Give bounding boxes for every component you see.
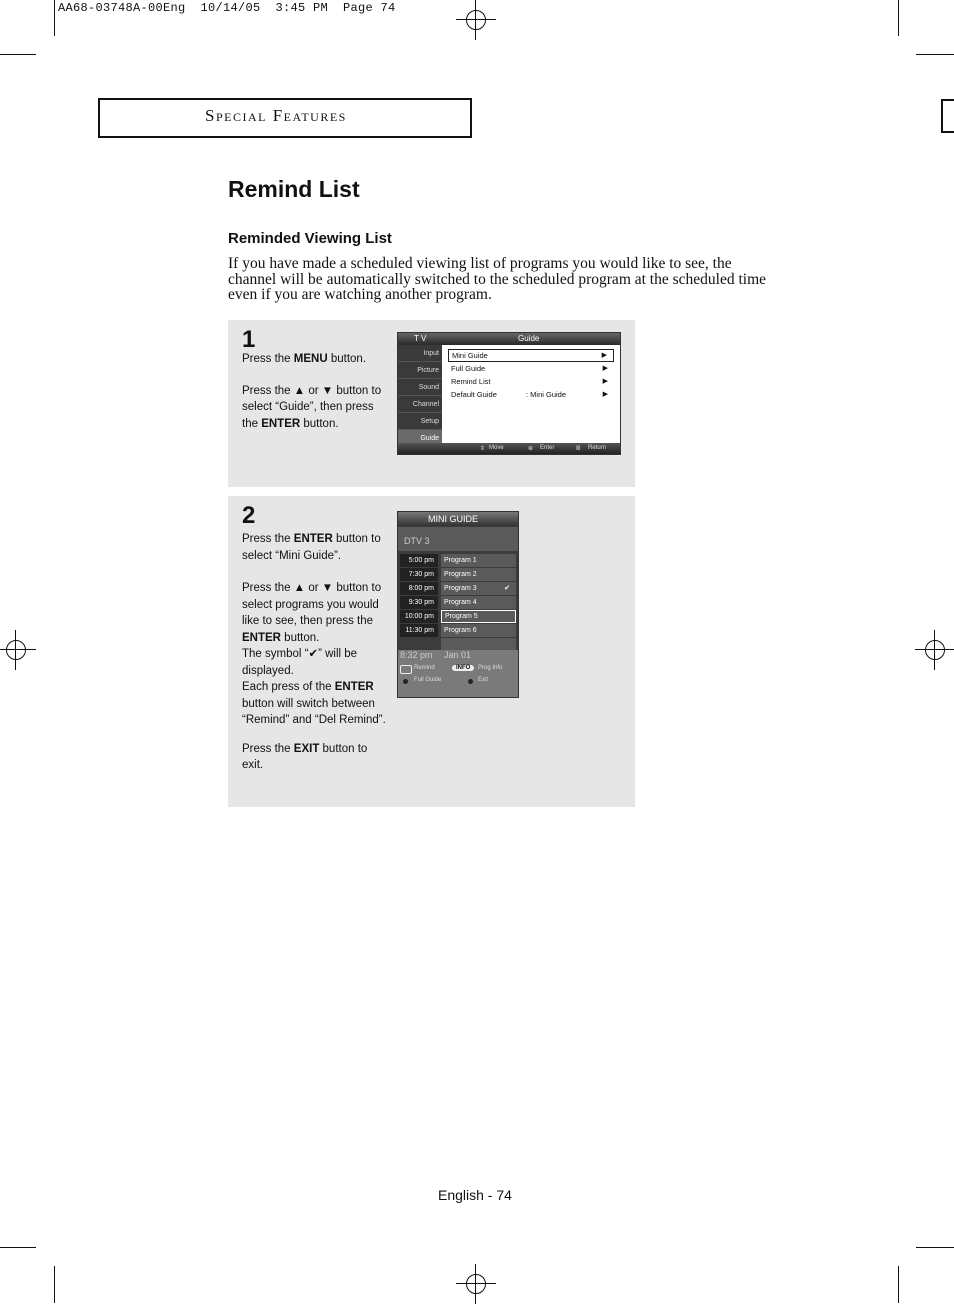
sidebar-item-setup: Setup xyxy=(398,413,442,430)
instruction: Each press of the ENTER button will switch between “Remind” and “Del Remind”. xyxy=(242,681,386,726)
check-icon: ✔ xyxy=(504,585,510,592)
screen-header xyxy=(398,333,620,345)
crop-mark xyxy=(898,0,899,36)
mini-guide-screen xyxy=(397,511,519,698)
menu-item-mini-guide: Mini Guide ▶ xyxy=(448,349,614,362)
full-guide-label: Full Guide xyxy=(414,677,442,683)
guide-menu xyxy=(448,349,614,401)
exit-label: Exit xyxy=(478,677,489,683)
sidebar-item-picture: Picture xyxy=(398,362,442,379)
crop-mark xyxy=(54,1266,55,1303)
clock: 8:32 pm xyxy=(400,650,433,660)
enter-icon: ⊕ xyxy=(528,446,534,452)
arrow-right-icon: ▶ xyxy=(601,352,607,359)
schedule-row: 5:00 pm Program 1 xyxy=(400,554,516,567)
side-tab xyxy=(941,99,954,133)
page-title: Remind List xyxy=(228,176,360,202)
menu-item-remind-list: Remind List ▶ xyxy=(451,377,608,386)
registration-mark xyxy=(456,1264,496,1304)
crop-mark xyxy=(0,1247,36,1248)
screen-sidebar xyxy=(398,345,442,447)
subheading: Reminded Viewing List xyxy=(228,230,392,247)
step-instructions xyxy=(242,531,390,774)
registration-mark xyxy=(915,630,954,670)
schedule-row: 7:30 pm Program 2 xyxy=(400,568,516,581)
return-icon: Ⅲ xyxy=(576,446,581,452)
instruction: Press the MENU button. xyxy=(242,353,367,365)
prog-info-label: Prog Info xyxy=(478,665,503,671)
screen-footer xyxy=(398,443,620,454)
screen-source: T V xyxy=(414,334,427,343)
crop-mark xyxy=(0,54,36,55)
schedule-row: 11:30 pm Program 6 xyxy=(400,624,516,637)
sidebar-item-sound: Sound xyxy=(398,379,442,396)
info-key: INFO xyxy=(452,665,474,671)
schedule-row: 9:30 pm Program 4 xyxy=(400,596,516,609)
sidebar-item-channel: Channel xyxy=(398,396,442,413)
arrow-right-icon: ▶ xyxy=(602,378,608,385)
print-slug: AA68-03748A-00Eng 10/14/05 3:45 PM Page 74 xyxy=(58,1,396,15)
remind-icon xyxy=(400,665,412,674)
sidebar-item-guide: Guide xyxy=(398,430,442,447)
step-number: 1 xyxy=(242,326,256,353)
move-icon: ⇕ xyxy=(480,446,486,452)
section-title: Special Features xyxy=(205,106,347,125)
instruction: Press the EXIT button to exit. xyxy=(242,742,368,771)
step-instructions xyxy=(242,351,390,432)
crop-mark xyxy=(898,1266,899,1303)
mini-guide-footer xyxy=(398,650,518,697)
menu-item-full-guide: Full Guide ▶ xyxy=(451,364,608,373)
arrow-right-icon: ▶ xyxy=(602,365,608,372)
guide-menu-screen xyxy=(397,332,621,455)
step-number: 2 xyxy=(242,502,256,529)
crop-mark xyxy=(916,54,954,55)
crop-mark xyxy=(54,0,55,36)
registration-mark xyxy=(456,0,496,40)
date: Jan 01 xyxy=(444,650,472,660)
empty-row xyxy=(441,638,516,650)
return-label: Return xyxy=(588,445,607,451)
schedule-row: 10:00 pm Program 5 xyxy=(400,610,516,623)
button-dot-icon xyxy=(403,679,408,684)
menu-item-default-guide: Default Guide : Mini Guide ▶ xyxy=(451,390,608,399)
mini-guide-title: MINI GUIDE xyxy=(398,512,518,526)
instruction: Press the ENTER button to select “Mini Guide”. xyxy=(242,533,381,562)
crop-mark xyxy=(916,1247,954,1248)
enter-label: Enter xyxy=(540,445,555,451)
arrow-right-icon: ▶ xyxy=(602,391,608,398)
remind-label: Remind xyxy=(414,665,435,671)
screen-title: Guide xyxy=(518,334,540,343)
intro-paragraph: If you have made a scheduled viewing list of programs you would like to see, the channel will be automatically switched to the scheduled program at the scheduled time even if you are watching another program. xyxy=(228,255,767,303)
registration-mark xyxy=(0,630,36,670)
instruction: The symbol “✔” will be displayed. xyxy=(242,648,358,677)
button-dot-icon xyxy=(468,679,473,684)
sidebar-item-input: Input xyxy=(398,345,442,362)
move-label: Move xyxy=(489,445,504,451)
schedule-row: 8:00 pm Program 3 ✔ xyxy=(400,582,516,595)
instruction: Press the ▲ or ▼ button to select programs you would like to see, then press the ENTER button. xyxy=(242,582,382,644)
page-number: English - 74 xyxy=(438,1187,512,1203)
channel-label: DTV 3 xyxy=(398,527,518,551)
instruction: Press the ▲ or ▼ button to select “Guide”, then press the ENTER button. xyxy=(242,384,382,430)
